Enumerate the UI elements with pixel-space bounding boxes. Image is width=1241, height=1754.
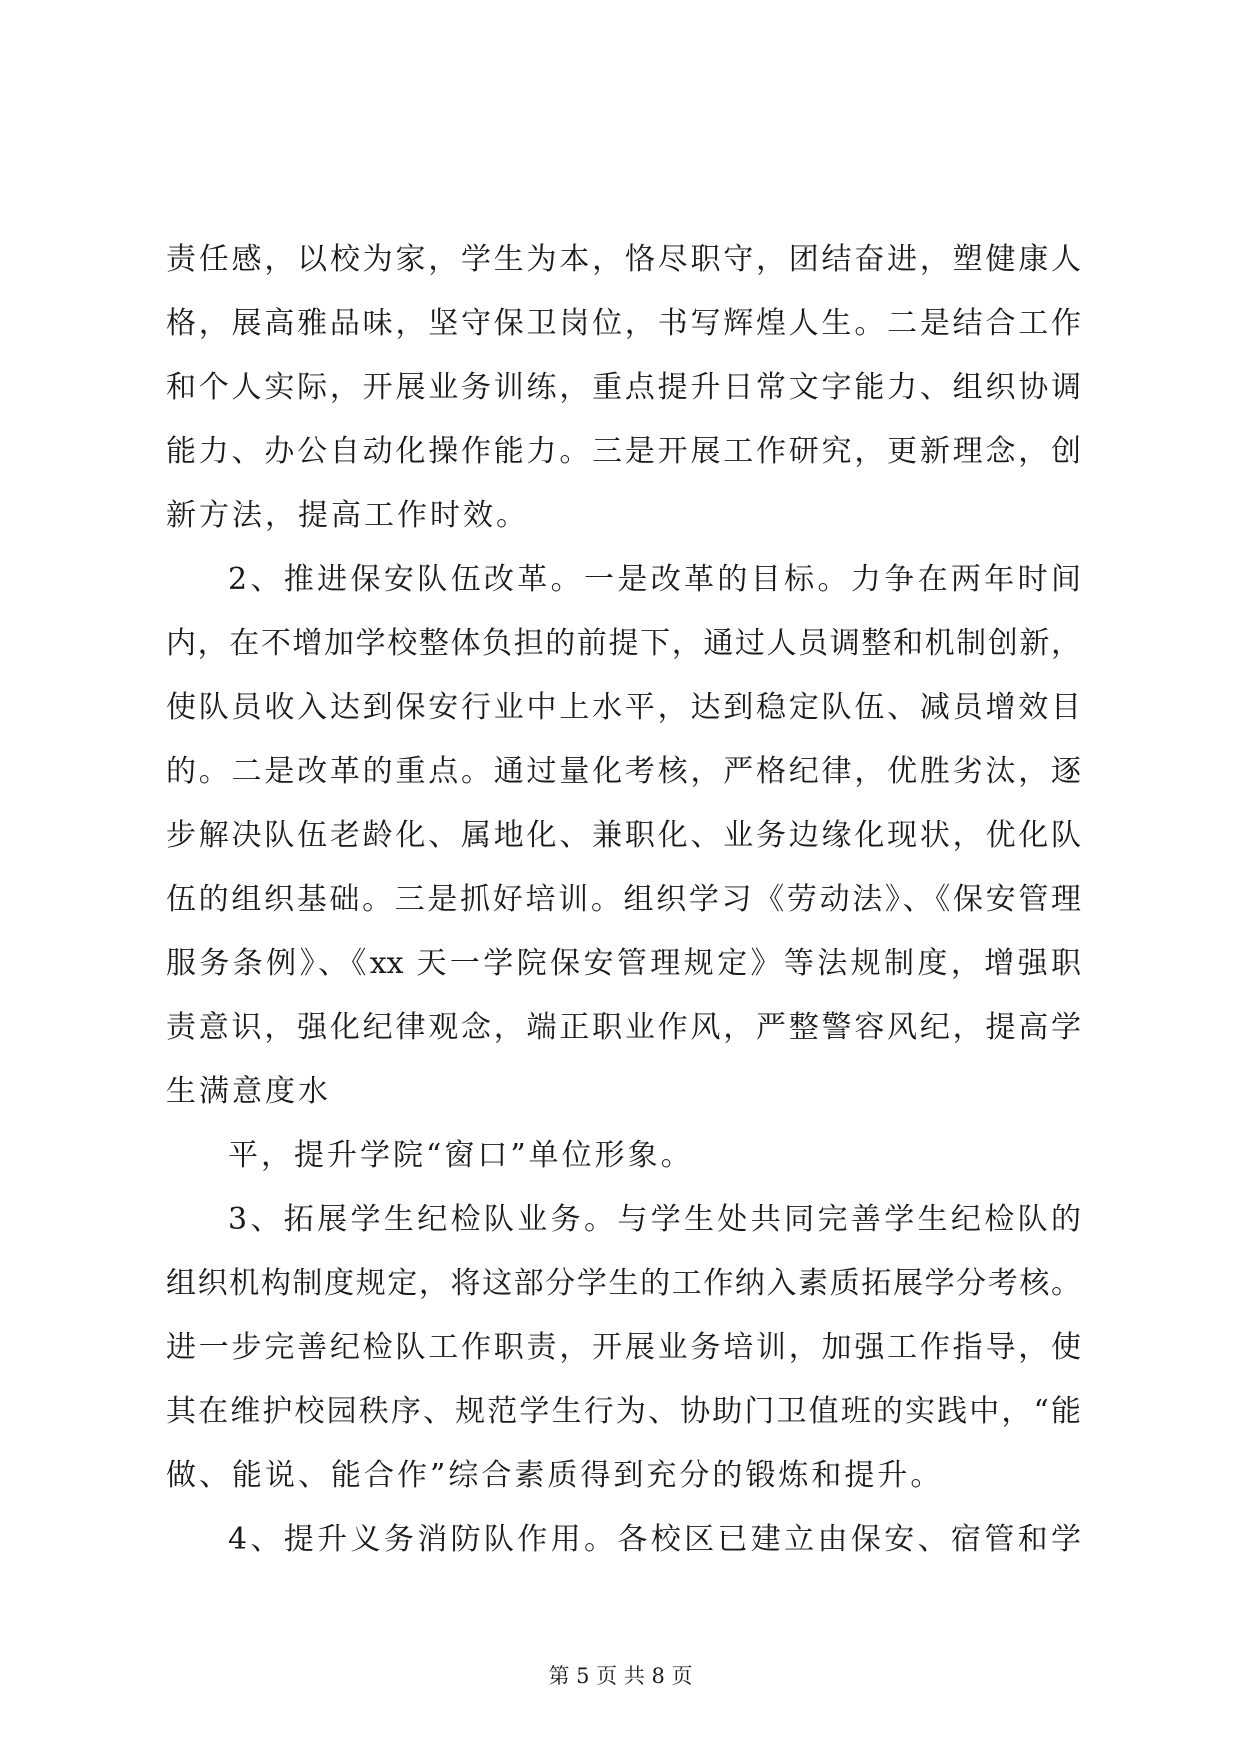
paragraph-p5 [166,1508,1081,1572]
paragraph-p2 [166,548,1081,1124]
text-line: 责任感，以校为家，学生为本，恪尽职守，团结奋进，塑健康人 [166,242,1081,277]
text-line: 2、推进保安队伍改革。一是改革的目标。力争在两年时间 [228,562,1081,597]
text-line: 生满意度水 [166,1074,331,1109]
text-line: 服务条例》、《xx 天一学院保安管理规定》等法规制度，增强职 [166,946,1081,981]
text-line: 其在维护校园秩序、规范学生行为、协助门卫值班的实践中，“能 [166,1394,1081,1429]
text-line: 的。二是改革的重点。通过量化考核，严格纪律，优胜劣汰，逐 [166,754,1081,789]
text-line: 能力、办公自动化操作能力。三是开展工作研究，更新理念，创 [166,434,1081,469]
text-line: 责意识，强化纪律观念，端正职业作风，严整警容风纪，提高学 [166,1010,1081,1045]
text-line: 格，展高雅品味，坚守保卫岗位，书写辉煌人生。二是结合工作 [166,306,1081,341]
text-line: 3、拓展学生纪检队业务。与学生处共同完善学生纪检队的 [228,1202,1081,1237]
paragraph-p1 [166,228,1081,548]
document-body [166,228,1081,1572]
text-line: 新方法，提高工作时效。 [166,498,529,533]
paragraph-p3 [166,1124,1081,1188]
text-line: 使队员收入达到保安行业中上水平，达到稳定队伍、减员增效目 [166,690,1081,725]
paragraph-p4 [166,1188,1081,1508]
text-line: 做、能说、能合作”综合素质得到充分的锻炼和提升。 [166,1458,944,1493]
text-line: 组织机构制度规定，将这部分学生的工作纳入素质拓展学分考核。 [166,1266,1081,1301]
text-line: 伍的组织基础。三是抓好培训。组织学习《劳动法》、《保安管理 [166,882,1081,917]
text-line: 和个人实际，开展业务训练，重点提升日常文字能力、组织协调 [166,370,1081,405]
text-line: 4、提升义务消防队作用。各校区已建立由保安、宿管和学 [228,1522,1081,1557]
text-line: 平，提升学院“窗口”单位形象。 [228,1138,694,1173]
text-line: 内，在不增加学校整体负担的前提下，通过人员调整和机制创新， [166,626,1081,661]
page-number-footer: 第 5 页 共 8 页 [548,1664,693,1688]
text-line: 进一步完善纪检队工作职责，开展业务培训，加强工作指导，使 [166,1330,1081,1365]
text-line: 步解决队伍老龄化、属地化、兼职化、业务边缘化现状，优化队 [166,818,1081,853]
